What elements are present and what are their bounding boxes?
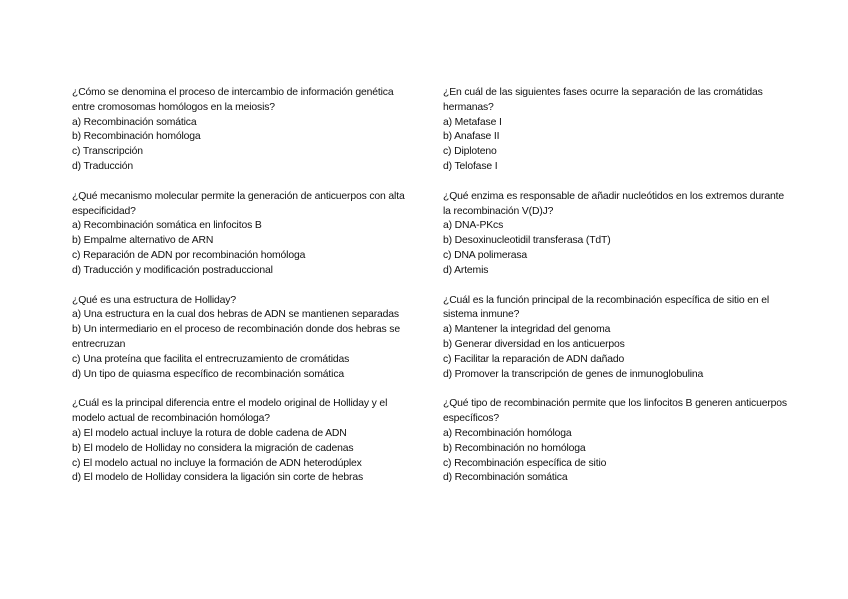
question-text: ¿Qué es una estructura de Holliday? xyxy=(72,294,236,306)
answer-option: c) El modelo actual no incluye la formación de ADN heterodúplex xyxy=(72,457,362,469)
answer-option: b) Generar diversidad en los anticuerpos xyxy=(443,338,625,350)
answer-option: a) Una estructura en la cual dos hebras de ADN se mantienen separadas xyxy=(72,309,399,321)
answer-option: b) Un intermediario en el proceso de recombinación donde dos hebras se entrecruzan xyxy=(72,324,400,350)
question-block xyxy=(443,86,788,175)
question-text: ¿Cuál es la principal diferencia entre el modelo original de Holliday y el modelo actual de recombinación homóloga? xyxy=(72,398,388,425)
answer-option: a) DNA-PKcs xyxy=(443,220,504,232)
answer-option: a) Recombinación somática en linfocitos B xyxy=(72,220,262,232)
answer-option: c) Una proteína que facilita el entrecruzamiento de cromátidas xyxy=(72,353,350,365)
left-column xyxy=(72,86,417,501)
answer-option: c) Transcripción xyxy=(72,146,143,158)
answer-option: d) Traducción xyxy=(72,160,134,172)
question-text: ¿En cuál de las siguientes fases ocurre la separación de las cromátidas hermanas? xyxy=(443,87,763,113)
answer-option: d) El modelo de Holliday considera la ligación sin corte de hebras xyxy=(72,472,364,484)
answer-option: c) Recombinación específica de sitio xyxy=(443,457,607,469)
answer-option: b) Recombinación homóloga xyxy=(72,131,201,143)
answer-option: d) Artemis xyxy=(443,264,489,276)
question-block xyxy=(72,294,417,383)
answer-option: b) Empalme alternativo de ARN xyxy=(72,235,214,247)
answer-option: c) Facilitar la reparación de ADN dañado xyxy=(443,353,625,365)
answer-option: d) Recombinación somática xyxy=(443,472,568,484)
question-block xyxy=(443,397,788,486)
answer-option: b) El modelo de Holliday no considera la migración de cadenas xyxy=(72,442,354,454)
answer-option: a) Recombinación homóloga xyxy=(443,427,572,439)
question-text: ¿Cómo se denomina el proceso de intercambio de información genética entre cromosomas homólogos en la meiosis? xyxy=(72,87,394,113)
answer-option: a) Metafase I xyxy=(443,116,502,128)
right-column xyxy=(443,86,788,501)
answer-option: a) El modelo actual incluye la rotura de doble cadena de ADN xyxy=(72,427,347,439)
question-block xyxy=(72,86,417,175)
question-text: ¿Qué enzima es responsable de añadir nucleótidos en los extremos durante la recombinación V(D)J? xyxy=(443,190,784,217)
question-block xyxy=(72,190,417,279)
answer-option: b) Anafase II xyxy=(443,131,500,143)
question-block xyxy=(72,397,417,486)
answer-option: b) Recombinación no homóloga xyxy=(443,442,586,454)
answer-option: d) Traducción y modificación postraduccional xyxy=(72,264,273,276)
answer-option: c) Reparación de ADN por recombinación homóloga xyxy=(72,249,306,261)
answer-option: d) Un tipo de quiasma específico de recombinación somática xyxy=(72,368,344,380)
answer-option: d) Promover la transcripción de genes de inmunoglobulina xyxy=(443,368,704,380)
answer-option: b) Desoxinucleotidil transferasa (TdT) xyxy=(443,235,611,247)
answer-option: c) Diploteno xyxy=(443,146,497,158)
answer-option: c) DNA polimerasa xyxy=(443,249,528,261)
question-text: ¿Qué tipo de recombinación permite que los linfocitos B generen anticuerpos específicos? xyxy=(443,398,787,425)
answer-option: a) Recombinación somática xyxy=(72,116,197,128)
answer-option: a) Mantener la integridad del genoma xyxy=(443,324,611,336)
question-text: ¿Cuál es la función principal de la recombinación específica de sitio en el sistema inmune? xyxy=(443,294,770,321)
answer-option: d) Telofase I xyxy=(443,160,498,172)
question-text: ¿Qué mecanismo molecular permite la generación de anticuerpos con alta especificidad? xyxy=(72,190,405,217)
question-block xyxy=(443,190,788,279)
question-block xyxy=(443,294,788,383)
